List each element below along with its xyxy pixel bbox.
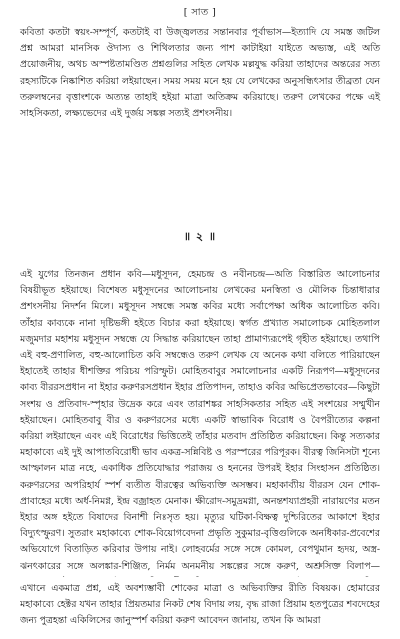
intro-paragraph: কবিতা কতটা স্বয়ং-সম্পূর্ণ, কতটাই বা উজ্জ্বলতর সন্তানবার পূর্বাভাস—ইত্যাদি যে সমস্ত জটিল প্রশ্ন আমরা মানসিক ঔদাস্য ও শিথিলতার জন্য পাশ কাটাইয়া যাইতে অভ্যস্ত, এই অতি প্রয়োজনীয়, অথচ অস্পষ্টতামণ্ডিত প্রশ্নগুলির সহিত লেখক মল্লযুদ্ধ করিয়া তাহাদের অন্তরের সত্য রহস্যটিকে নিষ্কাশিত করিয়া লইয়াছেন। সময় সময় মনে হয় যে লেখকের অনুসন্ধিৎসার তীব্রতা যেন তরুলম্বনের বৃত্তাংশকে অত্যন্ত তাহাই হইয়া মাত্রা অতিক্রম করিয়াছে। তরুণ লেখকের পক্ষে এই সাহসিকতা, লক্ষ্যভেদের এই দুর্জয় সঙ্কল্প সত্যই প্রশংসনীয়।: [20, 27, 380, 120]
main-paragraph: এই যুগের তিনজন প্রধান কবি—মধুসূদন, হেমচন্দ্র ও নবীনচন্দ্র—অতি বিস্তারিত আলোচনার বিষয়ীভূত হইয়াছে। বিশেষত মধুসূদনের আলোচনায় লেখকের মনস্বিতা ও মৌলিক চিন্তাধারার প্রশংসনীয় নিদর্শন মিলে। মধুসূদন সম্বন্ধে সমস্ত কবির মধ্যে সর্বাপেক্ষা অধিক আলোচিত কবি। তাঁহার কাব্যকে নানা দৃষ্টিভঙ্গী হইতে বিচার করা হইয়াছে। স্বর্গত প্রখ্যাত সমালোচক মোহিতলাল মজুমদার মহাশয় মধুসূদন সম্বন্ধে যে সিদ্ধান্ত করিয়াছেন তাহা প্রামাণ্যরূপেই গৃহীত হইয়াছে। তথাপি এই বহু-প্রণালিত, বহু-আলোচিত কবি সম্বন্ধেও তরুণ লেখক যে অনেক কথা বলিতে পারিয়াছেন ইহাতেই তাহার ধীশক্তির পরিচয় পরিস্ফুট। মোহিতবাবুর সমালোচনার একটি নিরূপণ—মধুসূদনের কাব্য বীররসপ্রধান না ইহার করুণরসপ্রধান ইহার প্রতিপাদন, তাহাও কবির অভিপ্রেতভাবের—কিছুটা সংশয় ও প্রতিবাদ-স্পৃহার উদ্রেক করে এবং তারাশঙ্কর সাহসিকতার সহিত এই সংশয়ের সম্মুখীন হইয়াছেন। মোহিতবাবু বীর ও করুণরসের মধ্যে একটি স্বাভাবিক বিরোধ ও বৈপরীত্যের কল্পনা করিয়া লইয়াছেন এবং এই বিরোধের ভিত্তিতেই তাঁহার মতবাদ প্রতিষ্ঠিত করিয়াছেন। কিন্তু সত্যকার মহাকাব্যে এই দুই আপাতবিরোধী ভাব একত্র-সন্নিবিষ্ট ও পরস্পরের পরিপূরক। বীরত্ব জিনিসটা শূন্যে আস্ফালন মাত্র নহে, একাধিক প্রতিযোদ্ধার পরাজয় ও হননের উপরই ইহার সিংহাসন প্রতিষ্ঠিত। করুণরসের অপরিহার্য স্পর্শ ব্যতীত বীরত্বের অভিব্যক্তি অসম্ভব। মহাকাব্যীয় বীররস যেন শোক-প্রাবাহের মধ্যে অর্ধ-নিমগ্ন, ইন্দ্র বজ্রাহত মেনাক। ক্ষীরোদ-সমুদ্রমগ্না, অনন্তশয্যাপ্রহরী নারায়ণের মতন ইহার অঙ্গ হইতে বিষাদের বিনাশী নিঃসৃত হয়। মৃত্যুর ঘটিকা-বিক্ষত্ব দুশ্চিরিতের আকাশে ইহার বিদ্যুৎস্ফুরণ। সুতরাং মহাকাব্যে শোক-বিয়োগবেদনা প্রভৃতি সুকুমার-বৃত্তিগুলিকে অনধিকার-প্রবেশের অভিযোগে বিতাড়িত করিবার উপায় নাই। লোহবর্মের সঙ্গে সঙ্গে কোমল, বেপথুমান হৃদয়, অস্ত্র-ঝনৎকারের সঙ্গে অলঙ্কার-শিঞ্জিত, নির্মম অনমনীয় সঙ্কল্পের সঙ্গে করুণ, অশ্রুসিক্ত বিলাপ—: [20, 269, 380, 572]
page-number: [ সাত ]: [183, 7, 217, 18]
section-marker: ॥ ২ ॥: [183, 230, 217, 243]
closing-paragraph: এখানে একমাত্র প্রশ্ন, এই অবশ্যম্ভাবী শোকের মাত্রা ও অভিব্যক্তির রীতি বিষয়ক। হোমারের মহাকাব্যে হেক্টর যখন তাহার প্রিয়তমার নিকট শেষ বিদায় লয়, বৃদ্ধ রাজা প্রিয়াম হতপুত্রের শবদেহের জন্য পুত্রহন্তা একিলিসের জানুস্পর্শ করিয়া করুণ আবেদন জানায়, তখন কি আমরা: [20, 583, 380, 627]
